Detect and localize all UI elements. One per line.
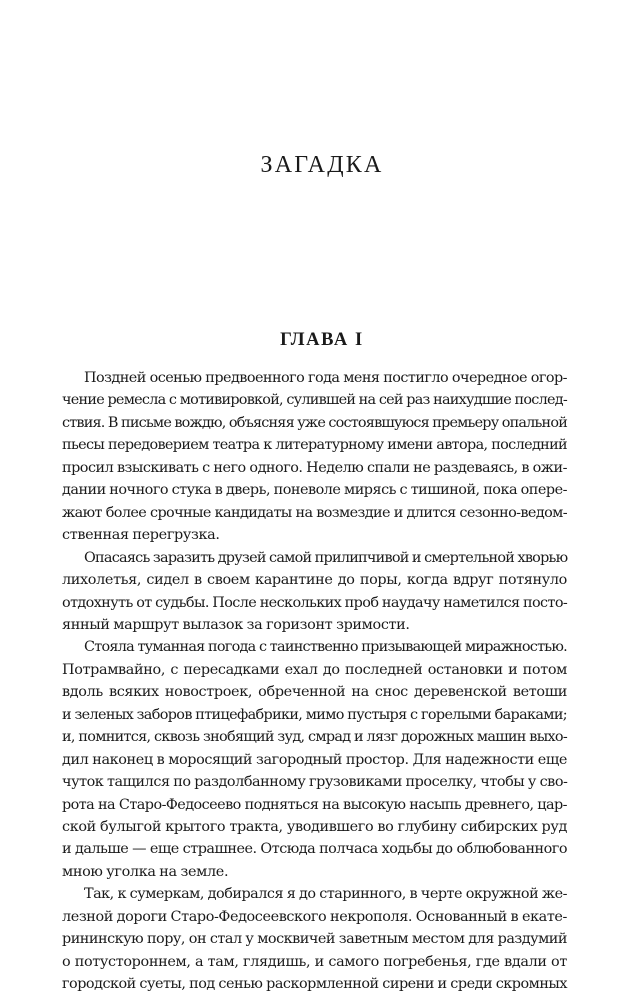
text-line: дании ночного стука в дверь, поневоле мирясь с тишиной, пока опере- xyxy=(62,482,567,499)
text-line: отдохнуть от судьбы. После нескольких проб наудачу наметился посто- xyxy=(62,594,568,611)
paragraph-first-line: Так, к сумеркам, добирался я до старинного, в черте окружной же- xyxy=(84,886,567,903)
text-line: пьесы передоверием театра к литературному имени автора, последний xyxy=(62,437,567,454)
text-line: ствия. В письме вождю, объясняя уже состоявшуюся премьеру опальной xyxy=(62,414,567,431)
text-line: и зеленых заборов птицефабрики, мимо пустыря с горелыми бараками; xyxy=(62,706,567,723)
chapter-title: ГЛАВА I xyxy=(280,330,364,350)
text-line: лезной дороги Старо-Федосеевского некрополя. Основанный в екате- xyxy=(62,908,567,925)
text-line: городской суеты, под сенью раскормленной сирени и среди скромных xyxy=(62,976,567,993)
text-line: ственная перегрузка. xyxy=(62,527,220,544)
text-line: мною уголка на земле. xyxy=(62,863,229,880)
part-title: ЗАГАДКА xyxy=(260,152,384,178)
text-line: рота на Старо-Федосеево подняться на высокую насыпь древнего, цар- xyxy=(62,796,567,813)
text-line: о потустороннем, а там, глядишь, и самого погребенья, где вдали от xyxy=(62,953,567,970)
text-line: и дальше — еще страшнее. Отсюда полчаса ходьбы до облюбованного xyxy=(62,841,567,858)
text-line: Потрамвайно, с пересадками ехал до последней остановки и потом xyxy=(62,661,567,678)
text-line: лихолетья, сидел в своем карантине до поры, когда вдруг потянуло xyxy=(62,572,567,589)
text-line: янный маршрут вылазок за горизонт зримости. xyxy=(62,616,410,633)
paragraph-first-line: Стояла туманная погода с таинственно призывающей миражностью. xyxy=(84,639,567,656)
text-line: вдоль всяких новостроек, обреченной на снос деревенской ветоши xyxy=(62,684,567,701)
text-line: жают более срочные кандидаты на возмездие и длится сезонно-ведом- xyxy=(62,504,567,521)
text-line: чение ремесла с мотивировкой, сулившей на сей раз наихудшие послед- xyxy=(62,392,567,409)
paragraph-first-line: Поздней осенью предвоенного года меня постигло очередное огор- xyxy=(84,370,567,386)
text-line: просил взыскивать с него одного. Неделю спали не раздеваясь, в ожи- xyxy=(62,459,567,476)
text-line: дил наконец в моросящий загородный простор. Для надежности еще xyxy=(62,751,567,768)
text-line: чуток тащился по раздолбанному грузовиками проселку, чтобы у сво- xyxy=(62,774,568,791)
text-line: и, помнится, сквозь знобящий зуд, смрад и лязг дорожных машин выхо- xyxy=(62,729,567,746)
text-line: рининскую пору, он стал у москвичей заветным местом для раздумий xyxy=(62,931,567,948)
paragraph-first-line: Опасаясь заразить друзей самой прилипчивой и смертельной хворью xyxy=(84,549,568,566)
text-line: ской булыгой крытого тракта, уводившего во глубину сибирских руд xyxy=(62,819,567,835)
